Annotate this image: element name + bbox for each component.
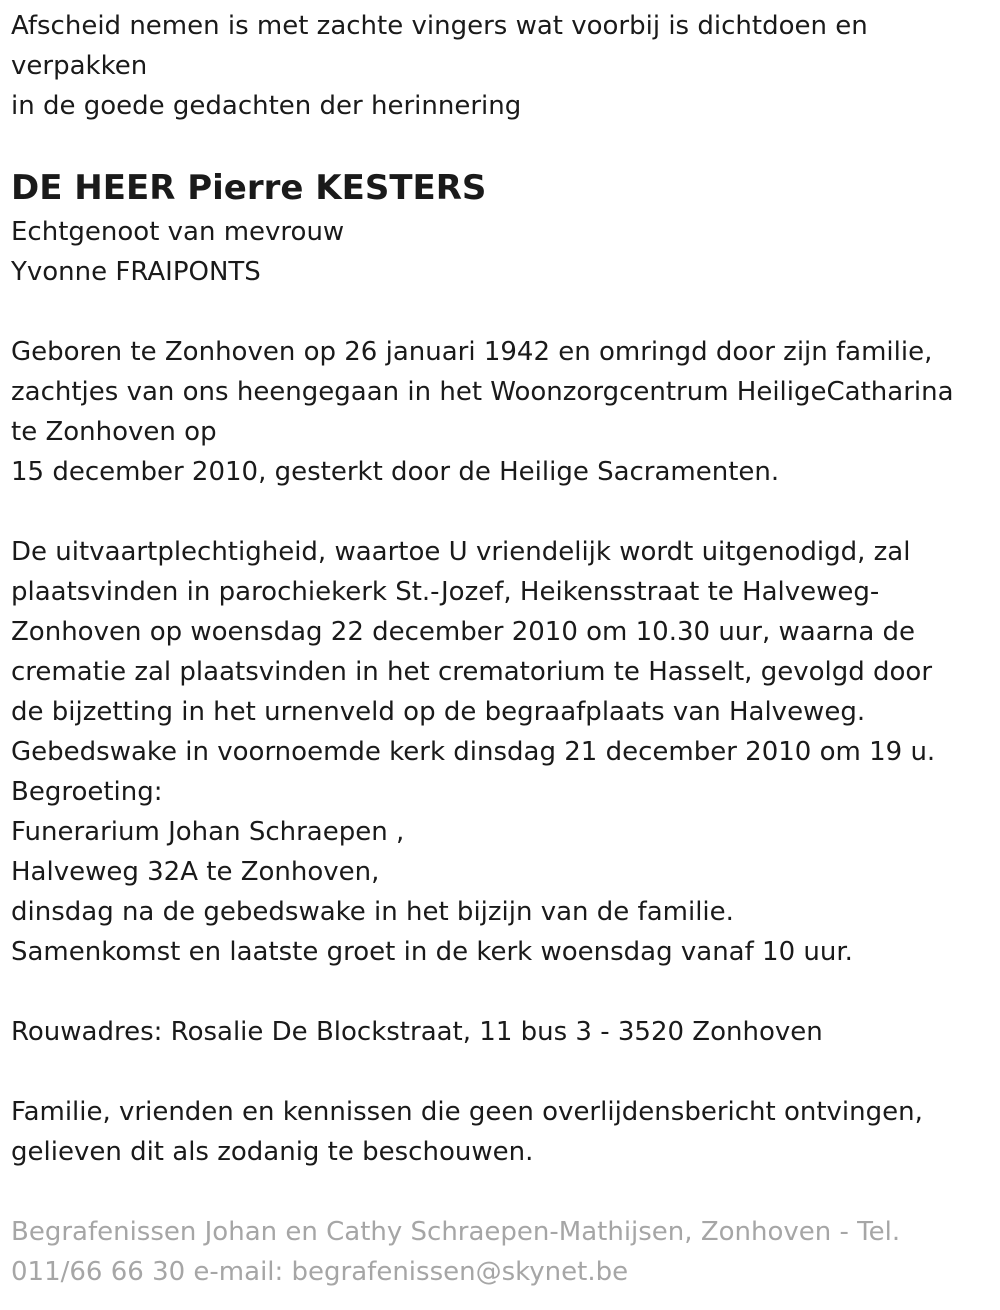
funeral-home-footer	[11, 1212, 993, 1292]
funeral-line: Funerarium Johan Schraepen ,	[11, 817, 405, 847]
spacer	[11, 1052, 993, 1092]
notice-line: Familie, vrienden en kennissen die geen overlijdensbericht ontvingen,	[11, 1097, 923, 1127]
spouse-info	[11, 212, 993, 292]
funeral-paragraph	[11, 532, 993, 972]
intro-verse	[11, 0, 993, 126]
funeral-line: dinsdag na de gebedswake in het bijzijn van de familie.	[11, 897, 734, 927]
intro-line: verpakken	[11, 51, 148, 81]
funeral-line: De uitvaartplechtigheid, waartoe U vriendelijk wordt uitgenodigd, zal	[11, 537, 911, 567]
funeral-line: Halveweg 32A te Zonhoven,	[11, 857, 380, 887]
birth-death-line: zachtjes van ons heengegaan in het Woonzorgcentrum HeiligeCatharina	[11, 377, 954, 407]
funeral-line: Zonhoven op woensdag 22 december 2010 om 10.30 uur, waarna de	[11, 617, 916, 647]
obituary-notice	[11, 0, 993, 1292]
footer-line: Begrafenissen Johan en Cathy Schraepen-Mathijsen, Zonhoven - Tel.	[11, 1217, 901, 1247]
spouse-line: Yvonne FRAIPONTS	[11, 257, 261, 287]
footer-line: 011/66 66 30 e-mail: begrafenissen@skynet.be	[11, 1257, 629, 1287]
funeral-line: de bijzetting in het urnenveld op de begraafplaats van Halveweg.	[11, 697, 866, 727]
funeral-line: crematie zal plaatsvinden in het crematorium te Hasselt, gevolgd door	[11, 657, 933, 687]
funeral-line: Gebedswake in voornoemde kerk dinsdag 21 december 2010 om 19 u.	[11, 737, 936, 767]
notice-line: gelieven dit als zodanig te beschouwen.	[11, 1137, 534, 1167]
funeral-line: Begroeting:	[11, 777, 163, 807]
notice-paragraph	[11, 1092, 993, 1172]
spacer	[11, 1172, 993, 1212]
intro-line: in de goede gedachten der herinnering	[11, 91, 522, 121]
intro-line: Afscheid nemen is met zachte vingers wat voorbij is dichtdoen en	[11, 11, 868, 41]
deceased-name: DE HEER Pierre KESTERS	[11, 168, 487, 208]
birth-death-line: te Zonhoven op	[11, 417, 217, 447]
funeral-line: Samenkomst en laatste groet in de kerk woensdag vanaf 10 uur.	[11, 937, 853, 967]
spacer	[11, 972, 993, 1012]
spouse-line: Echtgenoot van mevrouw	[11, 217, 345, 247]
spacer	[11, 492, 993, 532]
birth-death-line: 15 december 2010, gesterkt door de Heilige Sacramenten.	[11, 457, 780, 487]
birth-death-line: Geboren te Zonhoven op 26 januari 1942 en omringd door zijn familie,	[11, 337, 933, 367]
spacer	[11, 292, 993, 332]
birth-death-paragraph	[11, 332, 993, 492]
mourning-address: Rouwadres: Rosalie De Blockstraat, 11 bus 3 - 3520 Zonhoven	[11, 1017, 823, 1047]
funeral-line: plaatsvinden in parochiekerk St.-Jozef, Heikensstraat te Halveweg-	[11, 577, 880, 607]
